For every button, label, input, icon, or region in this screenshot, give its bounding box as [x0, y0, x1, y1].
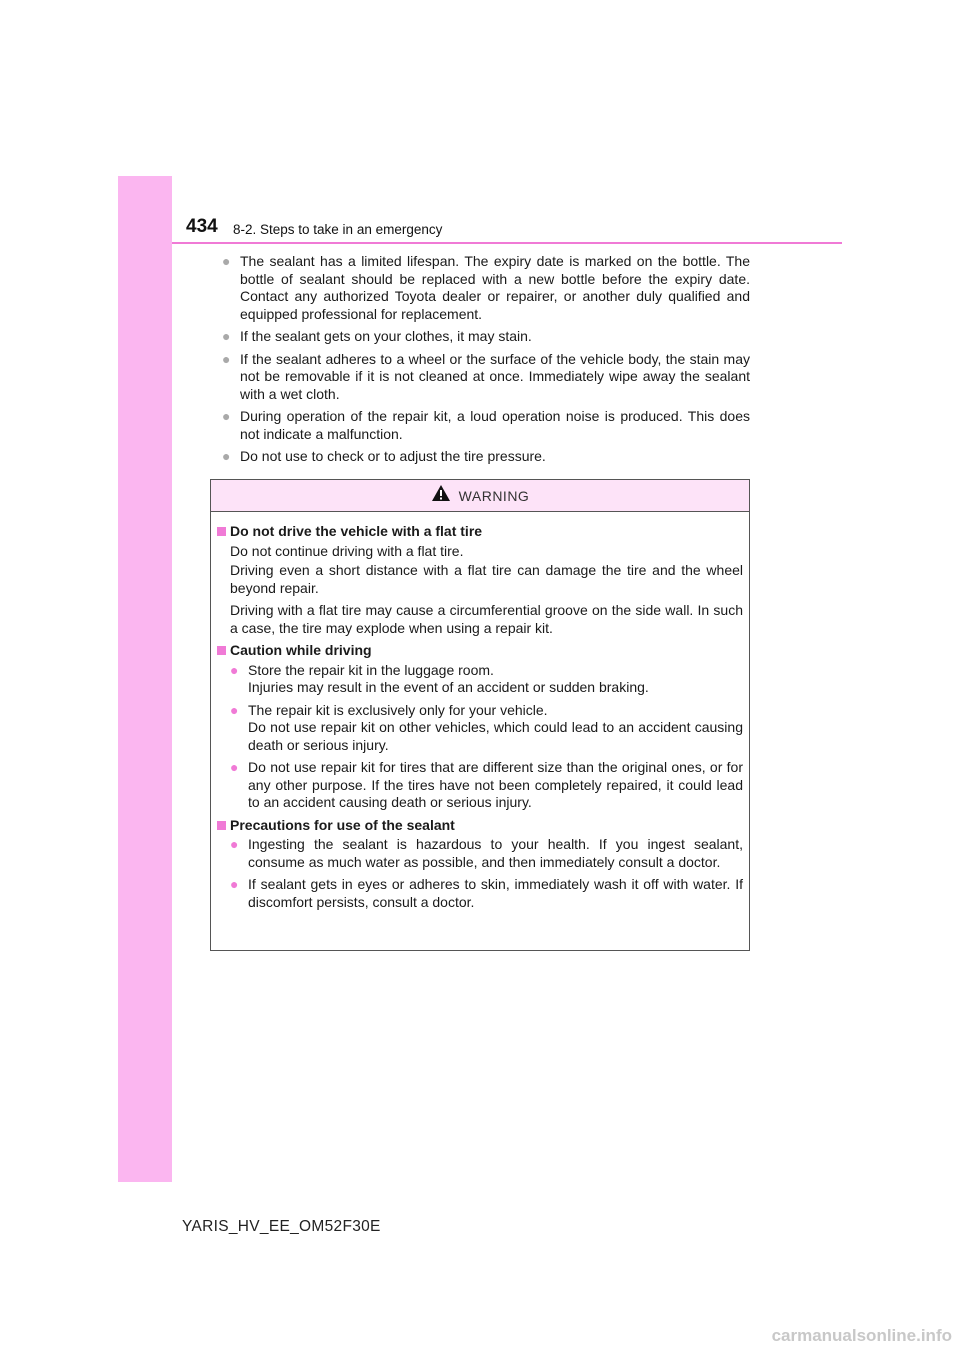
bullet-icon: ● [230, 759, 239, 775]
list-item-text: The repair kit is exclusively only for your vehicle. [248, 701, 548, 718]
bullet-icon: ● [222, 408, 231, 424]
list-item [222, 253, 750, 323]
warning-section-caution-driving [217, 642, 743, 812]
list-item-text: If sealant gets in eyes or adheres to skin, immediately wash it off with water. If discomfort persists, consult a doctor. [248, 876, 743, 910]
list-item-text: Do not use repair kit for tires that are different size than the original ones, or for any other purpose. If the tires have not been completely repaired, it could lead to an accident causing death or serious injury. [248, 759, 743, 810]
section-heading [217, 817, 743, 835]
list-item [217, 662, 743, 680]
list-item-text: During operation of the repair kit, a loud operation noise is produced. This does not indicate a malfunction. [240, 408, 750, 442]
warning-section-flat-tire [217, 523, 743, 637]
list-item-text: If the sealant gets on your clothes, it may stain. [240, 328, 532, 344]
section-heading [217, 642, 743, 660]
list-item [222, 351, 750, 404]
notes-list [222, 253, 750, 471]
bullet-icon: ● [230, 661, 239, 678]
header-rule [172, 242, 842, 244]
section-title: 8-2. Steps to take in an emergency [233, 222, 443, 237]
side-band [118, 176, 172, 1182]
warning-section-sealant [217, 817, 743, 912]
list-item [217, 759, 743, 812]
square-bullet-icon [217, 821, 226, 830]
paragraph: Driving with a flat tire may cause a circumferential groove on the side wall. In such a case, the tire may explode when using a repair kit. [230, 602, 743, 636]
warning-triangle-icon [431, 484, 451, 507]
square-bullet-icon [217, 527, 226, 536]
paragraph: Driving even a short distance with a flat tire can damage the tire and the wheel beyond repair. [230, 562, 743, 596]
bullet-icon: ● [222, 328, 231, 344]
bullet-icon: ● [222, 253, 231, 269]
list-item-text: If the sealant adheres to a wheel or the surface of the vehicle body, the stain may not be removable if it is not cleaned at once. Immediately wipe away the sealant with a wet cloth. [240, 350, 750, 402]
bullet-icon: ● [222, 350, 231, 367]
list-item-continuation: Do not use repair kit on other vehicles, which could lead to an accident causing death or serious injury. [248, 719, 743, 753]
bullet-icon: ● [230, 876, 239, 892]
warning-title: WARNING [458, 487, 530, 504]
document-code: YARIS_HV_EE_OM52F30E [182, 1218, 381, 1235]
warning-box [210, 479, 750, 951]
list-item [217, 876, 743, 911]
list-item-text: The sealant has a limited lifespan. The expiry date is marked on the bottle. The bottle of sealant should be replaced with a new bottle before the expiry date. Contact any authorized Toyota dealer or repairer, or another duly qualified and equipped professional for replacement. [240, 253, 750, 322]
bullet-icon: ● [230, 836, 239, 852]
watermark: carmanualsonline.info [771, 1326, 952, 1345]
list-item [222, 448, 750, 466]
list-item [217, 836, 743, 871]
bullet-icon: ● [230, 701, 239, 718]
section-heading-text: Do not drive the vehicle with a flat tire [230, 523, 483, 539]
square-bullet-icon [217, 646, 226, 655]
list-item [217, 702, 743, 720]
section-heading-text: Precautions for use of the sealant [230, 816, 455, 833]
list-item [222, 328, 750, 346]
list-item-continuation: Injuries may result in the event of an accident or sudden braking. [248, 679, 649, 695]
warning-body [211, 512, 749, 911]
section-heading [217, 523, 743, 541]
section-heading-text: Caution while driving [230, 642, 372, 658]
list-item [222, 408, 750, 443]
page-number: 434 [186, 216, 218, 237]
list-item-text: Store the repair kit in the luggage room. [248, 661, 494, 678]
list-item-text: Do not use to check or to adjust the tire pressure. [240, 448, 546, 464]
warning-header [211, 480, 749, 512]
list-item-text: Ingesting the sealant is hazardous to your health. If you ingest sealant, consume as much water as possible, and then immediately consult a doctor. [248, 836, 743, 870]
bullet-icon: ● [222, 448, 231, 464]
paragraph: Do not continue driving with a flat tire. [230, 542, 464, 559]
